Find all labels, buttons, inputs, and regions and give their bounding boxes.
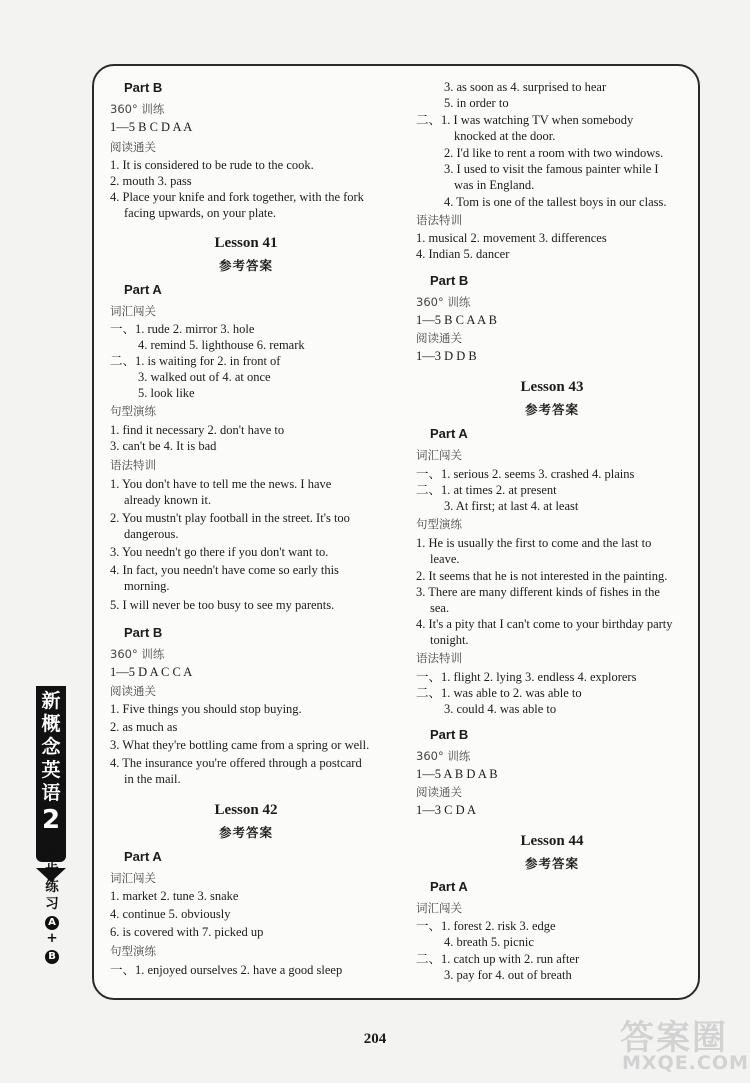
- answer-line: 5. look like: [138, 386, 195, 400]
- section-label: 360° 训练: [110, 102, 165, 116]
- answer-line: 二、1. was able to 2. was able to: [416, 686, 582, 700]
- answer-line: 1. It is considered to be rude to the cook.: [110, 158, 314, 172]
- answer-line: 1—5 B C A A B: [416, 313, 497, 327]
- answer-line: 3. can't be 4. It is bad: [110, 439, 217, 453]
- part-b-heading: Part B: [430, 727, 469, 742]
- answers-heading: 参考答案: [524, 856, 579, 871]
- answer-line: 4. In fact, you needn't have come so early this: [110, 563, 339, 577]
- answer-line: 一、1. serious 2. seems 3. crashed 4. plains: [416, 467, 635, 481]
- answer-line: 3. What they're bottling came from a spring or well.: [110, 738, 370, 752]
- section-label: 阅读通关: [416, 785, 462, 799]
- answer-line: 二、1. I was watching TV when somebody: [416, 113, 634, 127]
- answer-line: 二、1. is waiting for 2. in front of: [110, 354, 281, 368]
- answer-line: knocked at the door.: [454, 129, 556, 143]
- watermark-url: MXQE.COM: [622, 1052, 749, 1074]
- watermark-logo-text: 答案圈: [620, 1018, 728, 1058]
- part-a-heading: Part A: [430, 879, 468, 894]
- title-char: 2: [41, 805, 61, 835]
- lesson-title: Lesson 42: [214, 802, 278, 818]
- answer-line: 4. continue 5. obviously: [110, 907, 231, 921]
- section-label: 词汇闯关: [110, 304, 156, 318]
- answer-line: morning.: [124, 579, 170, 593]
- part-b-heading: Part B: [430, 273, 469, 288]
- title-char: 新: [41, 690, 61, 712]
- part-b-heading: Part B: [124, 80, 163, 95]
- plus-sign: +: [46, 930, 58, 946]
- answer-line: 一、1. enjoyed ourselves 2. have a good sleep: [110, 963, 343, 977]
- answer-line: 4. breath 5. picnic: [444, 935, 534, 949]
- answer-line: 1. find it necessary 2. don't have to: [110, 423, 285, 437]
- section-label: 阅读通关: [416, 331, 462, 345]
- book-title-tab: [36, 686, 66, 862]
- book-subtitle: [42, 845, 62, 964]
- subtitle-char: 步: [45, 862, 59, 878]
- answer-line: 2. mouth 3. pass: [110, 174, 192, 188]
- watermark: [600, 1010, 750, 1080]
- answer-line: 5. in order to: [444, 96, 509, 110]
- answer-line: 二、1. at times 2. at present: [416, 483, 557, 497]
- part-a-heading: Part A: [124, 282, 162, 297]
- section-label: 词汇闯关: [416, 901, 462, 915]
- page-number: 204: [363, 1031, 387, 1047]
- answer-line: 4. Indian 5. dancer: [416, 247, 510, 261]
- answer-line: 4. The insurance you're offered through a postcard: [110, 756, 362, 770]
- answer-line: 4. Place your knife and fork together, with the fork: [110, 190, 364, 204]
- answer-line: in the mail.: [124, 772, 181, 786]
- answer-line: 6. is covered with 7. picked up: [110, 925, 264, 939]
- section-label: 语法特训: [416, 213, 462, 227]
- answer-line: 1—5 B C D A A: [110, 120, 193, 134]
- answer-line: 3. I used to visit the famous painter while I: [444, 162, 659, 176]
- section-label: 语法特训: [110, 458, 156, 472]
- answer-line: 2. You mustn't play football in the street. It's too: [110, 511, 350, 525]
- answer-line: facing upwards, on your plate.: [124, 206, 277, 220]
- lesson-title: Lesson 41: [214, 235, 278, 251]
- title-char: 语: [41, 782, 61, 804]
- section-label: 阅读通关: [110, 684, 156, 698]
- answer-line: 2. It seems that he is not interested in the painting.: [416, 569, 668, 583]
- lesson-title: Lesson 43: [520, 379, 584, 395]
- answer-line: 二、1. catch up with 2. run after: [416, 952, 580, 966]
- section-label: 360° 训练: [110, 647, 165, 661]
- answers-heading: 参考答案: [218, 825, 273, 840]
- badge-b: B: [45, 950, 59, 964]
- answer-line: 5. I will never be too busy to see my parents.: [110, 598, 335, 612]
- answer-line: 1—3 C D A: [416, 803, 477, 817]
- answer-line: 2. as much as: [110, 720, 178, 734]
- answer-line: sea.: [430, 601, 450, 615]
- subtitle-char: 练: [45, 879, 59, 895]
- answer-line: 4. It's a pity that I can't come to your birthday party: [416, 617, 673, 631]
- answer-line: 一、1. forest 2. risk 3. edge: [416, 919, 556, 933]
- answer-line: 3. At first; at last 4. at least: [444, 499, 579, 513]
- answer-line: 1—5 D A C C A: [110, 665, 193, 679]
- lesson-title: Lesson 44: [520, 833, 584, 849]
- answer-line: 2. I'd like to rent a room with two windows.: [444, 146, 664, 160]
- answer-line: 1. He is usually the first to come and the last to: [416, 536, 652, 550]
- answer-line: 3. walked out of 4. at once: [138, 370, 271, 384]
- answer-line: 1. You don't have to tell me the news. I have: [110, 477, 332, 491]
- answers-heading: 参考答案: [218, 258, 273, 273]
- part-b-heading: Part B: [124, 625, 163, 640]
- answer-line: 一、1. rude 2. mirror 3. hole: [110, 322, 255, 336]
- title-char: 念: [41, 736, 61, 758]
- answer-line: dangerous.: [124, 527, 179, 541]
- answer-line: 1—5 A B D A B: [416, 767, 498, 781]
- section-label: 360° 训练: [416, 295, 471, 309]
- section-label: 360° 训练: [416, 749, 471, 763]
- answer-line: already known it.: [124, 493, 212, 507]
- answer-line: 3. could 4. was able to: [444, 702, 557, 716]
- section-label: 词汇闯关: [416, 448, 462, 462]
- answer-line: 4. remind 5. lighthouse 6. remark: [138, 338, 305, 352]
- answer-line: 3. You needn't go there if you don't want to.: [110, 545, 329, 559]
- book-sidebar: [0, 668, 78, 888]
- part-a-heading: Part A: [430, 426, 468, 441]
- answer-line: 一、1. flight 2. lying 3. endless 4. explorers: [416, 670, 637, 684]
- badge-a: A: [45, 916, 59, 930]
- answer-line: 3. as soon as 4. surprised to hear: [444, 80, 607, 94]
- title-char: 概: [41, 713, 61, 735]
- answer-line: 3. pay for 4. out of breath: [444, 968, 572, 982]
- answer-line: 1—3 D D B: [416, 349, 477, 363]
- section-label: 句型演练: [110, 404, 156, 418]
- answer-line: 3. There are many different kinds of fishes in the: [416, 585, 660, 599]
- section-label: 句型演练: [110, 944, 156, 958]
- answer-line: 4. Tom is one of the tallest boys in our class.: [444, 195, 667, 209]
- answers-heading: 参考答案: [524, 402, 579, 417]
- part-a-heading: Part A: [124, 849, 162, 864]
- answer-line: 1. musical 2. movement 3. differences: [416, 231, 607, 245]
- answer-line: leave.: [430, 552, 460, 566]
- subtitle-char: 习: [45, 896, 59, 912]
- answer-line: tonight.: [430, 633, 469, 647]
- section-label: 句型演练: [416, 517, 462, 531]
- section-label: 阅读通关: [110, 140, 156, 154]
- title-char: 英: [41, 759, 61, 781]
- subtitle-char: 同: [45, 845, 59, 861]
- answer-line: 1. Five things you should stop buying.: [110, 702, 302, 716]
- section-label: 词汇闯关: [110, 871, 156, 885]
- section-label: 语法特训: [416, 651, 462, 665]
- answer-line: 1. market 2. tune 3. snake: [110, 889, 239, 903]
- answer-line: was in England.: [454, 178, 535, 192]
